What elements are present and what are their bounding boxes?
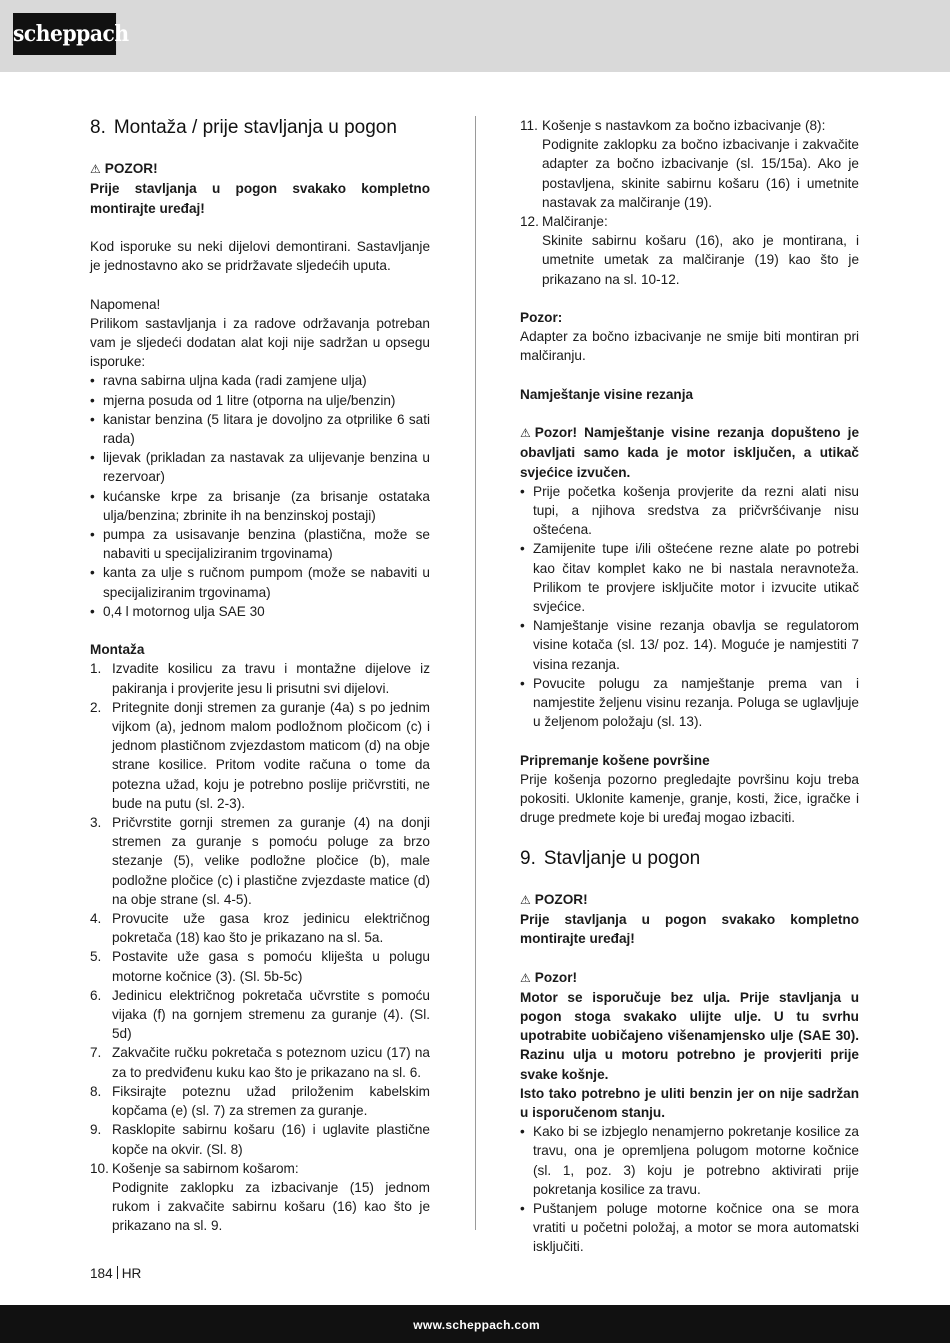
oil-warning-text: Motor se isporučuje bez ulja. Prije stavljanja u pogon stoga svakako ulijte ulje. U tu svrhu upotrabite uobičajeno višenamjensko ulje (SAE 30). Razinu ulja u motoru potrebno je provjeriti prije svake košnje. — [520, 989, 859, 1082]
warning-title: ⚠ POZOR! — [90, 159, 430, 179]
list-item: 11. Košenje s nastavkom za bočno izbacivanje (8): Podignite zaklopku za bočno izbacivanje i zakvačite adapter za bočno izbacivanje (sl. 15/15a). Ako je postavljena, skinite sabirnu košaru (16) i umetnite nastavak za malčiranje (19). — [520, 118, 859, 210]
section-9-heading: 9. Stavljanje u pogon — [520, 847, 701, 869]
left-column — [90, 116, 430, 1236]
website-link[interactable]: www.scheppach.com — [413, 1318, 540, 1332]
section-8-heading: 8. Montaža / prije stavljanja u pogon — [90, 117, 397, 138]
assembly-title: Montaža — [90, 642, 145, 658]
column-divider — [475, 116, 476, 1230]
assembly-steps — [90, 659, 430, 1235]
list-item: 5. Postavite uže gasa s pomoću kliješta u polugu motorne kočnice (3). (Sl. 5b-5c) — [90, 949, 430, 984]
warning-text: Prije stavljanja u pogon svakako kompletno montirajte uređaj! — [520, 912, 859, 947]
list-item: 12. Malčiranje: Skinite sabirnu košaru (16), ako je montirana, i umetnite umetak za malčiranje (19) kao što je prikazano na sl. 10-12. — [520, 214, 859, 287]
list-item: • pumpa za usisavanje benzina (plastična, može se nabaviti u specijaliziranim trgovinama) — [90, 525, 430, 563]
intro-paragraph: Kod isporuke su neki dijelovi demontirani. Sastavljanje je jednostavno ako se pridržavate sljedećih uputa. — [90, 238, 430, 274]
right-column — [520, 116, 859, 1257]
warning-triangle-icon: ⚠ — [520, 970, 531, 985]
prep-title: Pripremanje košene površine — [520, 752, 710, 768]
list-item: • kućanske krpe za brisanje (za brisanje ostataka ulja/benzina; zbrinite ih na benzinskoj postaji) — [90, 487, 430, 525]
list-item: 8. Fiksirajte poteznu užad priloženim kabelskim kopčama (e) (sl. 7) za stremen za guranje. — [90, 1083, 430, 1119]
cutting-height-warning: ⚠ Pozor! Namještanje visine rezanja dopušteno je obavljati samo kada je motor isključen, a utikač svjećice izvučen. — [520, 425, 859, 480]
warning-triangle-icon: ⚠ — [520, 892, 531, 907]
list-item: • Povucite polugu za namještanje prema van i namjestite željenu visinu rezanja. Poluga se uglavljuje u željenom položaju (sl. 13). — [520, 674, 859, 732]
list-item: • Prije početka košenja provjerite da rezni alati nisu tupi, a njihova sredstva za pričvršćivanje nisu oštećena. — [520, 482, 859, 540]
list-item: • Puštanjem poluge motorne kočnice ona se mora vratiti u početni položaj, a motor se mora automatski isključiti. — [520, 1199, 859, 1257]
list-item: • 0,4 l motornog ulja SAE 30 — [90, 602, 430, 621]
list-item: • lijevak (prikladan za nastavak za ulijevanje benzina u rezervoar) — [90, 448, 430, 486]
list-item: • Kako bi se izbjeglo nenamjerno pokretanje kosilice za travu, ona je opremljena polugom motorne kočnice (sl. 1, poz. 3) koju je potrebno aktivirati prije pokretanja kosilice za travu. — [520, 1122, 859, 1199]
list-item: 4. Provucite uže gasa kroz jedinicu električnog pokretača (18) kao što je prikazano na sl. 5a. — [90, 911, 430, 946]
list-item: 7. Zakvačite ručku pokretača s poteznom uzicu (17) na za to predviđenu kuku kao što je prikazano na sl. 6. — [90, 1045, 430, 1080]
fuel-warning-text: Isto tako potrebno je uliti benzin jer on nije sadržan u isporučenom stanju. — [520, 1085, 859, 1121]
tools-list — [90, 371, 430, 621]
warning-title: ⚠ POZOR! — [520, 890, 859, 910]
list-item: 2. Pritegnite donji stremen za guranje (4a) s po jednim vijkom (a), jednom malom podložnom pločicom (c) i jednom plastičnom zvjezdastom maticom (d) na obje strane kosilice. Pritom vodite računa o tome da potezna užad, koju je potrebno poslije pričvrstiti, ne bude na putu (sl. 2-3). — [90, 699, 430, 811]
warning-triangle-icon: ⚠ — [520, 426, 531, 441]
caution-title: Pozor: — [520, 310, 563, 326]
footer-bar — [0, 1305, 950, 1343]
list-item: • Namještanje visine rezanja obavlja se regulatorom visine kotača (sl. 13/ poz. 14). Moguće je namjestiti 7 visina rezanja. — [520, 616, 859, 674]
warning-text: Prije stavljanja u pogon svakako kompletno montirajte uređaj! — [90, 181, 430, 216]
list-item: • ravna sabirna uljna kada (radi zamjene ulja) — [90, 371, 430, 390]
warning-triangle-icon: ⚠ — [90, 162, 101, 177]
list-item: • kanta za ulje s ručnom pumpom (može se nabaviti u specijaliziranim trgovinama) — [90, 563, 430, 601]
assembly-steps-continued — [520, 116, 859, 289]
note-text: Prilikom sastavljanja i za radove održavanja potreban vam je sljedeći dodatan alat koji nije sadržan u opsegu isporuke: — [90, 315, 430, 370]
header-bar — [0, 0, 950, 72]
list-item: 9. Rasklopite sabirnu košaru (16) i uglavite plastične kopče na okvir. (Sl. 8) — [90, 1122, 430, 1157]
page-number: 184 HR — [90, 1266, 142, 1281]
caution-text: Adapter za bočno izbacivanje ne smije biti montiran pri malčiranju. — [520, 329, 859, 364]
start-list — [520, 1122, 859, 1256]
oil-warning-title: ⚠ Pozor! — [520, 968, 859, 988]
cutting-height-list — [520, 482, 859, 732]
cutting-height-title: Namještanje visine rezanja — [520, 386, 694, 402]
list-item: • mjerna posuda od 1 litre (otporna na ulje/benzin) — [90, 391, 430, 410]
list-item: 6. Jedinicu električnog pokretača učvrstite s pomoću vijaka (f) na gornjem stremenu za guranje (4). (Sl. 5d) — [90, 987, 430, 1042]
list-item: 3. Pričvrstite gornji stremen za guranje (4) na donji stremen za guranje s pomoću poluge za brzo stezanje (5), velike podložne pločice (b), male podložne pločice (c) i plastične zvjezdaste matice (d) na obje strane (sl. 4-5). — [90, 815, 430, 907]
prep-text: Prije košenja pozorno pregledajte površinu koju treba pokositi. Uklonite kamenje, granje, kosti, žice, igračke i druge predmete koje bi uređaj mogao izbaciti. — [520, 771, 859, 826]
list-item: • kanistar benzina (5 litara je dovoljno za otprilike 6 sati rada) — [90, 410, 430, 448]
note-title: Napomena! — [90, 296, 161, 312]
list-item: 10. Košenje sa sabirnom košarom: Podignite zaklopku za izbacivanje (15) jednom rukom i zakvačite sabirnu košaru (16) kao što je prikazano na sl. 9. — [90, 1160, 430, 1234]
list-item: • Zamijenite tupe i/ili oštećene rezne alate po potrebi kao čitav komplet kako ne bi nastala neravnoteža. Prilikom te provjere isključite motor i izvucite utikač svjećice. — [520, 539, 859, 616]
list-item: 1. Izvadite kosilicu za travu i montažne dijelove iz pakiranja i provjerite jesu li prisutni svi dijelovi. — [90, 661, 430, 696]
brand-logo: scheppach — [13, 13, 116, 55]
